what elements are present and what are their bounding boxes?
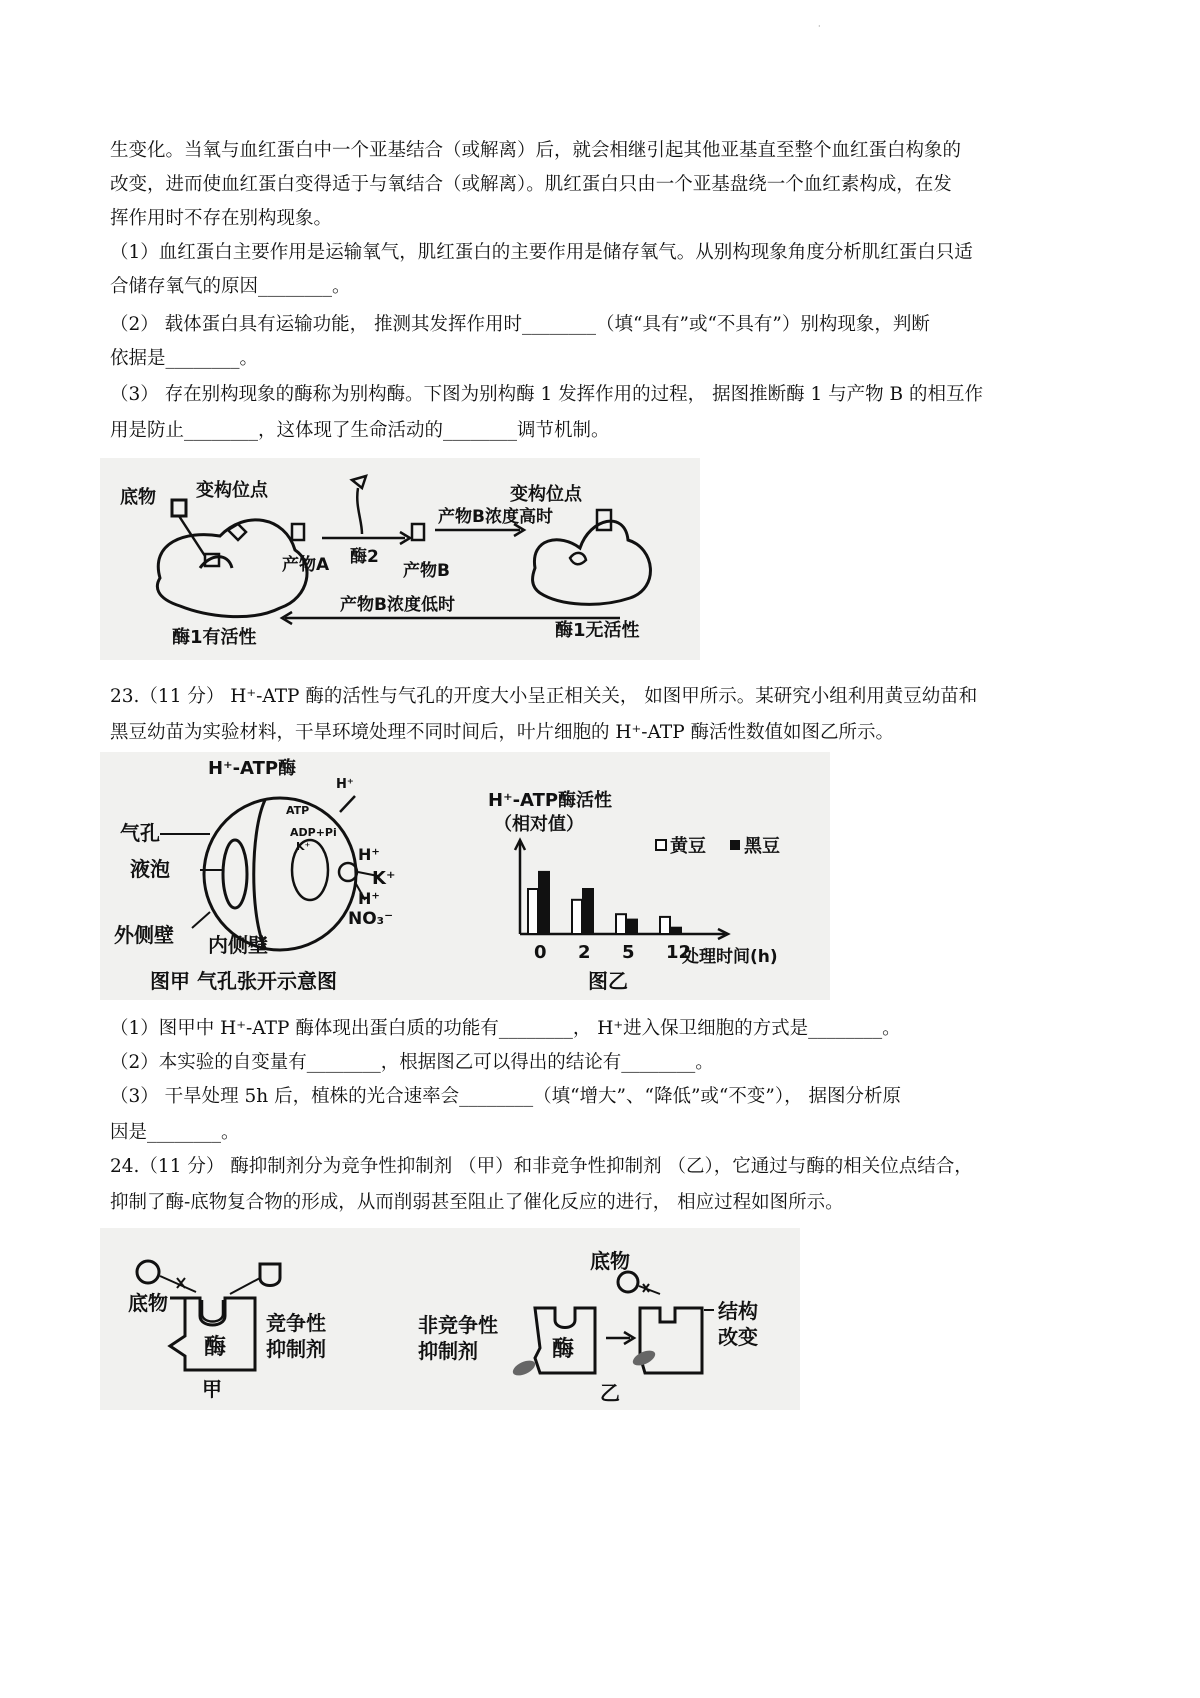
high-concentration-label: 产物B浓度高时: [438, 507, 553, 527]
question-line: （3） 存在别构现象的酶称为别构酶。下图为别构酶 1 发挥作用的过程， 据图推断酶 1 与产物 B 的相互作: [110, 384, 983, 405]
bar-黄豆-12: [660, 917, 670, 934]
enzyme-label-yi: 酶: [552, 1337, 575, 1362]
allosteric-site-label: 变构位点: [196, 480, 268, 501]
chart-xlabel: 处理时间(h): [682, 947, 778, 967]
paragraph-line: 改变，进而使血红蛋白变得适于与氧结合（或解离）。肌红蛋白只由一个亚基盘绕一个血红素构成，在发: [110, 174, 952, 195]
x-tick-label: 2: [578, 942, 591, 963]
substrate-fit-jia: [202, 1300, 223, 1322]
outer-wall-label: 外侧壁: [114, 923, 174, 947]
chart-caption: 图乙: [588, 969, 628, 993]
figure-jia-caption: 图甲 气孔张开示意图: [150, 969, 337, 993]
question-23-stem: 23.（11 分） H⁺-ATP 酶的活性与气孔的开度大小呈正相关关， 如图甲所示。某研究小组利用黄豆幼苗和: [110, 686, 978, 707]
structure-change-label-1: 结构: [718, 1299, 758, 1323]
chart-title: H⁺-ATP酶活性: [488, 790, 613, 811]
question-23-2: （2）本实验的自变量有________，根据图乙可以得出的结论有________。: [110, 1052, 714, 1073]
stoma-figure: [100, 752, 460, 1000]
enzyme1-inactive-label: 酶1无活性: [555, 620, 640, 641]
allosteric-enzyme-figure: [100, 458, 700, 660]
x-tick-label: 12: [666, 942, 692, 963]
caption-yi: 乙: [600, 1381, 620, 1405]
paragraph-line: 挥作用时不存在别构现象。: [110, 208, 333, 229]
activity-chart: [460, 752, 830, 1000]
vacuole-shape: [223, 840, 247, 908]
k-plus-label: K⁺: [372, 868, 396, 889]
legend-huangdou: 黄豆: [670, 836, 706, 857]
product-a-label: 产物A: [282, 555, 330, 575]
bar-黄豆-2: [572, 900, 582, 934]
noncompetitive-label-1: 非竞争性: [418, 1313, 498, 1337]
bar-黄豆-0: [528, 889, 538, 934]
caption-jia: 甲: [202, 1377, 222, 1401]
enzyme2-shape: [352, 476, 366, 488]
h-atpase-label: H⁺-ATP酶: [208, 758, 297, 779]
question-line: （2） 载体蛋白具有运输功能， 推测其发挥作用时________（填“具有”或“不具有”）别构现象，判断: [110, 314, 930, 335]
x-tick-label: 0: [534, 942, 547, 963]
substrate-shape: [172, 500, 186, 516]
substrate-label: 底物: [120, 487, 156, 508]
substrate-label-yi: 底物: [590, 1249, 630, 1273]
h-plus-label-3: H⁺: [358, 889, 380, 908]
question-24-stem: 24.（11 分） 酶抑制剂分为竞争性抑制剂 （甲）和非竞争性抑制剂 （乙），它通过与酶的相关位点结合，: [110, 1156, 973, 1177]
bar-黑豆-5: [627, 920, 637, 934]
noncompetitive-inhibitor-shape: [511, 1357, 538, 1378]
k-inner-label: K⁺: [296, 840, 311, 853]
inner-wall-label: 内侧壁: [208, 933, 268, 957]
bar-黑豆-12: [671, 928, 681, 934]
atp-label: ATP: [286, 804, 310, 817]
legend-heidou: 黑豆: [744, 836, 780, 857]
chart-ylabel: （相对值）: [494, 814, 584, 835]
question-23-stem: 黑豆幼苗为实验材料，干旱环境处理不同时间后，叶片细胞的 H⁺-ATP 酶活性数值如图乙所示。: [110, 722, 895, 743]
enzyme2-label: 酶2: [350, 547, 379, 567]
inner-wall-line: [254, 800, 265, 948]
question-23-3: 因是________。: [110, 1122, 240, 1143]
competitive-inhibitor-shape: [260, 1264, 280, 1286]
bar-黑豆-2: [583, 889, 593, 934]
substrate-circle-yi: [618, 1272, 638, 1292]
vacuole-label: 液泡: [130, 857, 170, 881]
question-23-1: （1）图甲中 H⁺-ATP 酶体现出蛋白质的功能有________， H⁺进入保卫细胞的方式是________。: [110, 1018, 901, 1039]
h-plus-label-2: H⁺: [358, 845, 380, 864]
stoma-label: 气孔: [120, 821, 160, 845]
competitive-label-2: 抑制剂: [266, 1337, 326, 1361]
bar-黑豆-0: [539, 872, 549, 934]
enzyme-yi-changed-shape: [640, 1308, 702, 1373]
adp-label: ADP+Pi: [290, 826, 337, 839]
product-b-label: 产物B: [403, 561, 450, 581]
enzyme1-inactive-shape: [533, 521, 651, 604]
guard-cell-outer: [204, 798, 356, 950]
question-line: 用是防止________，这体现了生命活动的________调节机制。: [110, 420, 610, 441]
structure-change-label-2: 改变: [718, 1325, 758, 1349]
bar-黄豆-5: [616, 914, 626, 934]
question-line: 合储存氧气的原因________。: [110, 276, 351, 297]
nitrate-label: NO₃⁻: [348, 909, 394, 929]
enzyme-label-jia: 酶: [204, 1335, 227, 1360]
corner-dot: ·: [818, 22, 821, 31]
h-plus-label: H⁺: [336, 777, 354, 792]
competitive-label-1: 竞争性: [266, 1311, 326, 1335]
substrate-circle-jia: [137, 1261, 159, 1283]
allosteric-site-label-2: 变构位点: [510, 484, 582, 505]
low-concentration-label: 产物B浓度低时: [340, 595, 455, 615]
inhibitor-figure: [100, 1228, 800, 1410]
question-23-3: （3） 干旱处理 5h 后，植株的光合速率会________（填“增大”、“降低”或“不变”）， 据图分析原: [110, 1086, 901, 1107]
legend-swatch-heidou: [730, 840, 740, 850]
product-b-shape: [412, 524, 424, 540]
legend-swatch-huangdou: [656, 840, 666, 850]
question-line: （1）血红蛋白主要作用是运输氧气，肌红蛋白的主要作用是储存氧气。从别构现象角度分析肌红蛋白只适: [110, 242, 973, 263]
paragraph-line: 生变化。当氧与血红蛋白中一个亚基结合（或解离）后，就会相继引起其他亚基直至整个血红蛋白构象的: [110, 140, 962, 161]
enzyme1-active-label: 酶1有活性: [172, 627, 257, 648]
question-line: 依据是________。: [110, 348, 259, 369]
product-a-shape: [292, 524, 304, 540]
substrate-label-jia: 底物: [128, 1291, 168, 1315]
noncompetitive-label-2: 抑制剂: [418, 1339, 478, 1363]
x-tick-label: 5: [622, 942, 635, 963]
question-24-stem: 抑制了酶-底物复合物的形成，从而削弱甚至阻止了催化反应的进行， 相应过程如图所示。: [110, 1192, 844, 1213]
